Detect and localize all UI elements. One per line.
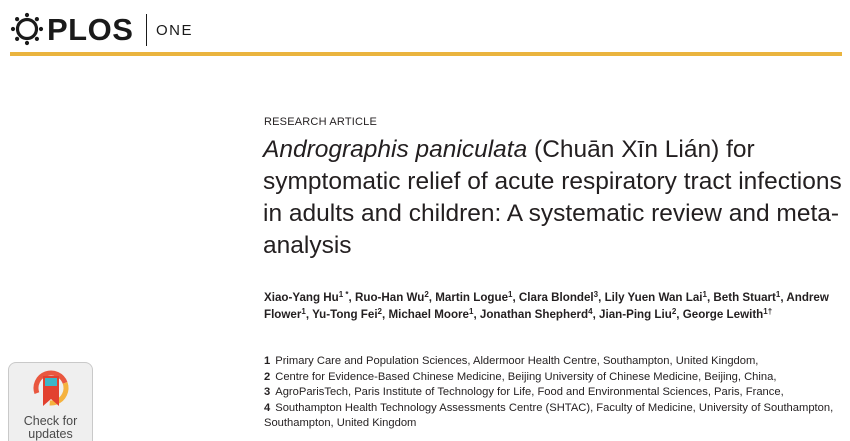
- affiliation-item: 2 Centre for Evidence-Based Chinese Medicine, Beijing University of Chinese Medicine, Beijing, China,: [264, 370, 777, 383]
- plos-logo-icon: [10, 12, 44, 46]
- author[interactable]: Lily Yuen Wan Lai$^1$: [604, 290, 707, 304]
- author-list: Xiao-Yang $Hu^{1 *}$, Ruo-Han Wu$^2$, Martin Logue$^1$, Clara Blondel$^3$, Lily Yuen Wan Lai$^1$, Beth Stuart$^1$, Andrew Flower$^1$, Yu-Tong Fei$^2$, Michael Moore$^1$, Jonathan Shepherd$^4$, Jian-Ping Liu$^2$, George Lewith$^{1\dagger}$: [264, 290, 829, 321]
- badge-label-line1: Check for: [23, 414, 78, 428]
- article-title-rest: (Chuān Xīn Lián) for symptomatic relief of acute respiratory tract infections in adults and children: A systematic review and meta-analysis: [263, 136, 842, 259]
- affiliation-item: 3 AgroParisTech, Paris Institute of Technology for Life, Food and Environmental Sciences, Paris, France,: [264, 386, 784, 399]
- check-for-updates-icon: [31, 368, 71, 412]
- author[interactable]: Jian-Ping Liu$^2$: [599, 307, 677, 321]
- author[interactable]: Beth Stuart$^1$: [713, 290, 781, 304]
- journal-header: [10, 10, 840, 50]
- affiliation-item: 4 Southampton Health Technology Assessments Centre (SHTAC), Faculty of Medicine, University of Southampton, Southampton, United Kingdom: [264, 401, 834, 430]
- author[interactable]: Jonathan Shepherd$^4$: [479, 307, 593, 321]
- article-title: [263, 134, 843, 262]
- article-title-species: Andrographis paniculata: [263, 136, 528, 163]
- author[interactable]: Clara Blondel$^3$: [518, 290, 599, 304]
- header-rule: [10, 52, 842, 56]
- author[interactable]: George Lewith$^{1\dagger}$: [682, 307, 773, 321]
- author[interactable]: Andrew Flower$^1$: [264, 291, 829, 321]
- affiliation-list: [264, 354, 842, 432]
- journal-sub-name: ONE: [156, 22, 194, 39]
- author[interactable]: Ruo-Han Wu$^2$: [354, 290, 429, 304]
- author[interactable]: Michael Moore$^1$: [388, 307, 474, 321]
- author[interactable]: Xiao-Yang $Hu^{1 *}$: [264, 290, 349, 304]
- affiliation-item: 1 Primary Care and Population Sciences, Aldermoor Health Centre, Southampton, United Kingdom,: [264, 355, 759, 367]
- logo-divider: [146, 14, 147, 46]
- author[interactable]: Martin Logue$^1$: [435, 290, 513, 304]
- journal-name: PLOS: [47, 12, 134, 47]
- author[interactable]: Yu-Tong Fei$^2$: [312, 307, 382, 321]
- article-type: RESEARCH ARTICLE: [264, 116, 378, 128]
- check-for-updates-badge[interactable]: [8, 362, 93, 441]
- badge-label-line2: updates: [28, 427, 73, 441]
